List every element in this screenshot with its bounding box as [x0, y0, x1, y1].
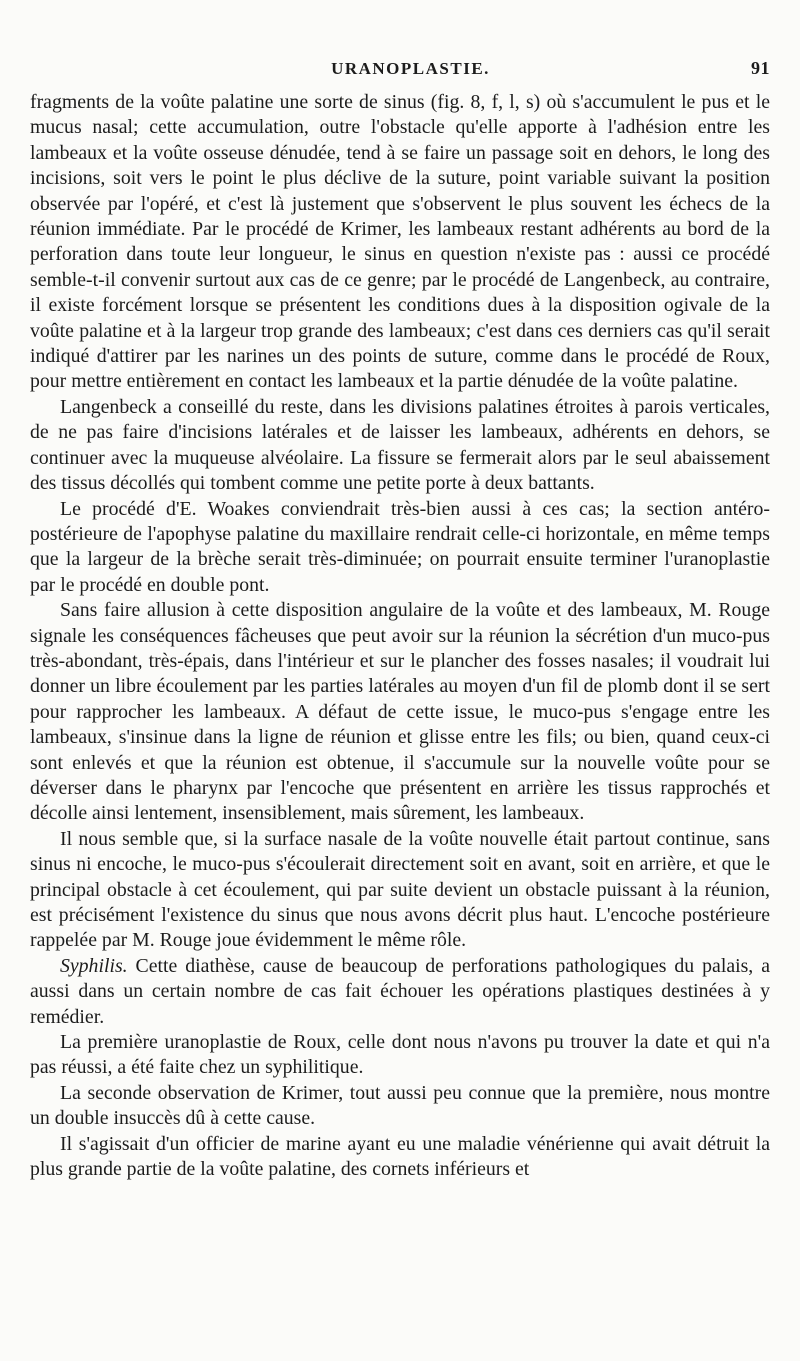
paragraph-6-text: Cette diathèse, cause de beaucoup de perforations pathologiques du palais, a aussi dans un certain nombre de cas fait échouer les opérations plastiques destinées à y remédier. [30, 954, 770, 1028]
paragraph-3: Le procédé d'E. Woakes conviendrait très-bien aussi à ces cas; la section antéro-postérieure de l'apophyse palatine du maxillaire rendrait celle-ci horizontale, en même temps que la largeur de la brèche serait très-diminuée; on pourrait ensuite terminer l'uranoplastie par le procédé en double pont. [30, 497, 770, 596]
paragraph-2: Langenbeck a conseillé du reste, dans les divisions palatines étroites à parois verticales, de ne pas faire d'incisions latérales et de laisser les lambeaux, adhérents en dehors, se continuer avec la muqueuse alvéolaire. La fissure se fermerait alors par le seul abaissement des tissus décollés qui tombent comme une petite porte à deux battants. [30, 395, 770, 495]
paragraph-4: Sans faire allusion à cette disposition angulaire de la voûte et des lambeaux, M. Rouge signale les conséquences fâcheuses que peut avoir sur la réunion la sécrétion d'un muco-pus très-abondant, très-épais, dans l'intérieur et sur le plancher des fosses nasales; il voudrait lui donner un libre écoulement par les parties latérales au moyen d'un fil de plomb dont il se sert pour rapprocher les lambeaux. A défaut de cette issue, le muco-pus s'engage entre les lambeaux, s'insinue dans la ligne de réunion et glisse entre les fils; ou bien, quand ceux-ci sont enlevés et que la réunion est obtenue, il s'accumule sur la nouvelle voûte pour se déverser dans le pharynx par l'encoche que présentent en arrière les tissus rapprochés et décolle ainsi lentement, insensiblement, mais sûrement, les lambeaux. [30, 599, 770, 825]
running-header [30, 58, 770, 82]
section-lead-syphilis: Syphilis. [60, 954, 128, 977]
page-number: 91 [751, 58, 770, 78]
running-title: URANOPLASTIE. [331, 59, 490, 78]
paragraph-5: Il nous semble que, si la surface nasale de la voûte nouvelle était partout continue, sans sinus ni encoche, le muco-pus s'écoulerait directement soit en avant, soit en arrière, et que le principal obstacle à cet écoulement, qui par suite devient un obstacle puissant à la réunion, est précisément l'existence du sinus que nous avons décrit plus haut. L'encoche postérieure rappelée par M. Rouge joue évidemment le même rôle. [30, 827, 770, 952]
paragraph-8: La seconde observation de Krimer, tout aussi peu connue que la première, nous montre un double insuccès dû à cette cause. [30, 1081, 770, 1130]
paragraph-6 [30, 954, 770, 1030]
paragraph-7: La première uranoplastie de Roux, celle dont nous n'avons pu trouver la date et qui n'a pas réussi, a été faite chez un syphilitique. [30, 1031, 770, 1079]
paragraph-9: Il s'agissait d'un officier de marine ayant eu une maladie vénérienne qui avait détruit la plus grande partie de la voûte palatine, des cornets inférieurs et [30, 1132, 770, 1181]
body-text [30, 90, 770, 1182]
paragraph-1: fragments de la voûte palatine une sorte de sinus (fig. 8, f, l, s) où s'accumulent le pus et le mucus nasal; cette accumulation, outre l'obstacle qu'elle apporte à l'adhésion entre les lambeaux et la voûte osseuse dénudée, tend à se faire un passage soit en dehors, le long des incisions, soit vers le point le plus déclive de la suture, point variable suivant la position observée par l'opéré, et c'est là justement que s'observent le plus souvent les échecs de la réunion immédiate. Par le procédé de Krimer, les lambeaux restant adhérents au bord de la perforation dans toute leur longueur, le sinus en question n'existe pas : aussi ce procédé semble-t-il convenir surtout aux cas de ce genre; par le procédé de Langenbeck, au contraire, il existe forcément lorsque se présentent les conditions dues à la disposition ogivale de la voûte palatine et à la largeur trop grande des lambeaux; c'est dans ces derniers cas qu'il serait indiqué d'attirer par les narines un des points de suture, comme dans le procédé de Roux, pour mettre entièrement en contact les lambeaux et la partie dénudée de la voûte palatine. [30, 91, 770, 393]
